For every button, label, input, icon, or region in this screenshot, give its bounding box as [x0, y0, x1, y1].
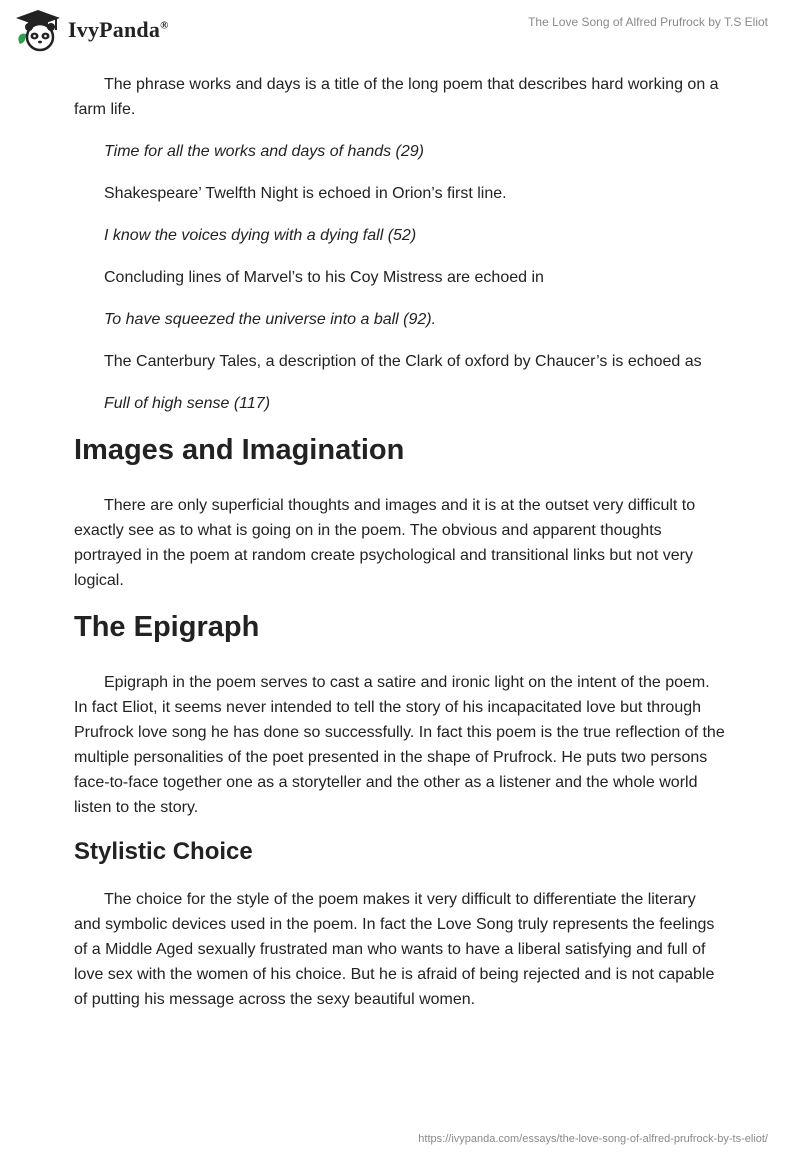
quote-line-92: To have squeezed the universe into a ball (92). — [104, 311, 437, 328]
quote-line-52: I know the voices dying with a dying fall (52) — [104, 227, 417, 244]
heading-images-and-imagination: Images and Imagination — [74, 434, 405, 466]
ivypanda-logo[interactable] — [14, 8, 169, 52]
document-title: The Love Song of Alfred Prufrock by T.S Eliot — [528, 15, 768, 29]
paragraph-stylistic: The choice for the style of the poem makes it very difficult to differentiate the literary and symbolic devices used in the poem. In fact the Love Song truly represents the feelings of a Middle Aged sexually frustrated man who wants to have a liberal satisfying and full of love sex with the women of his choice. But he is afraid of being rejected and is not capable of putting his message across the sexy beautiful women. — [74, 891, 715, 1008]
source-url-link[interactable]: https://ivypanda.com/essays/the-love-song-of-alfred-prufrock-by-ts-eliot/ — [418, 1133, 768, 1145]
essay-content — [74, 72, 726, 1029]
page-header — [0, 0, 800, 60]
paragraph-coy-mistress: Concluding lines of Marvel’s to his Coy Mistress are echoed in — [104, 269, 544, 286]
registered-mark: ® — [160, 19, 169, 32]
brand-name: IvyPanda® — [68, 17, 169, 42]
paragraph-images: There are only superficial thoughts and images and it is at the outset very difficult to exactly see as to what is going on in the poem. The obvious and apparent thoughts portrayed in the poem at random create psychological and transitional links but not very logical. — [74, 497, 696, 589]
quote-line-117: Full of high sense (117) — [104, 395, 271, 412]
paragraph-canterbury-tales: The Canterbury Tales, a description of the Clark of oxford by Chaucer’s is echoed as — [104, 353, 702, 370]
heading-stylistic-choice: Stylistic Choice — [74, 838, 253, 865]
heading-the-epigraph: The Epigraph — [74, 611, 260, 643]
quote-line-29: Time for all the works and days of hands (29) — [104, 143, 425, 160]
paragraph-twelfth-night: Shakespeare’ Twelfth Night is echoed in Orion’s first line. — [104, 185, 507, 202]
paragraph-epigraph: Epigraph in the poem serves to cast a satire and ironic light on the intent of the poem. In fact Eliot, it seems never intended to tell the story of his incapacitated love but through Prufrock love song he has done so successfully. In fact this poem is the true reflection of the multiple personalities of the poet presented in the shape of Prufrock. He puts two persons face-to-face together one as a storyteller and the other as a listener and the whole world listen to the story. — [74, 674, 725, 816]
panda-icon — [14, 8, 62, 52]
paragraph-works-and-days: The phrase works and days is a title of the long poem that describes hard working on a farm life. — [74, 76, 719, 118]
